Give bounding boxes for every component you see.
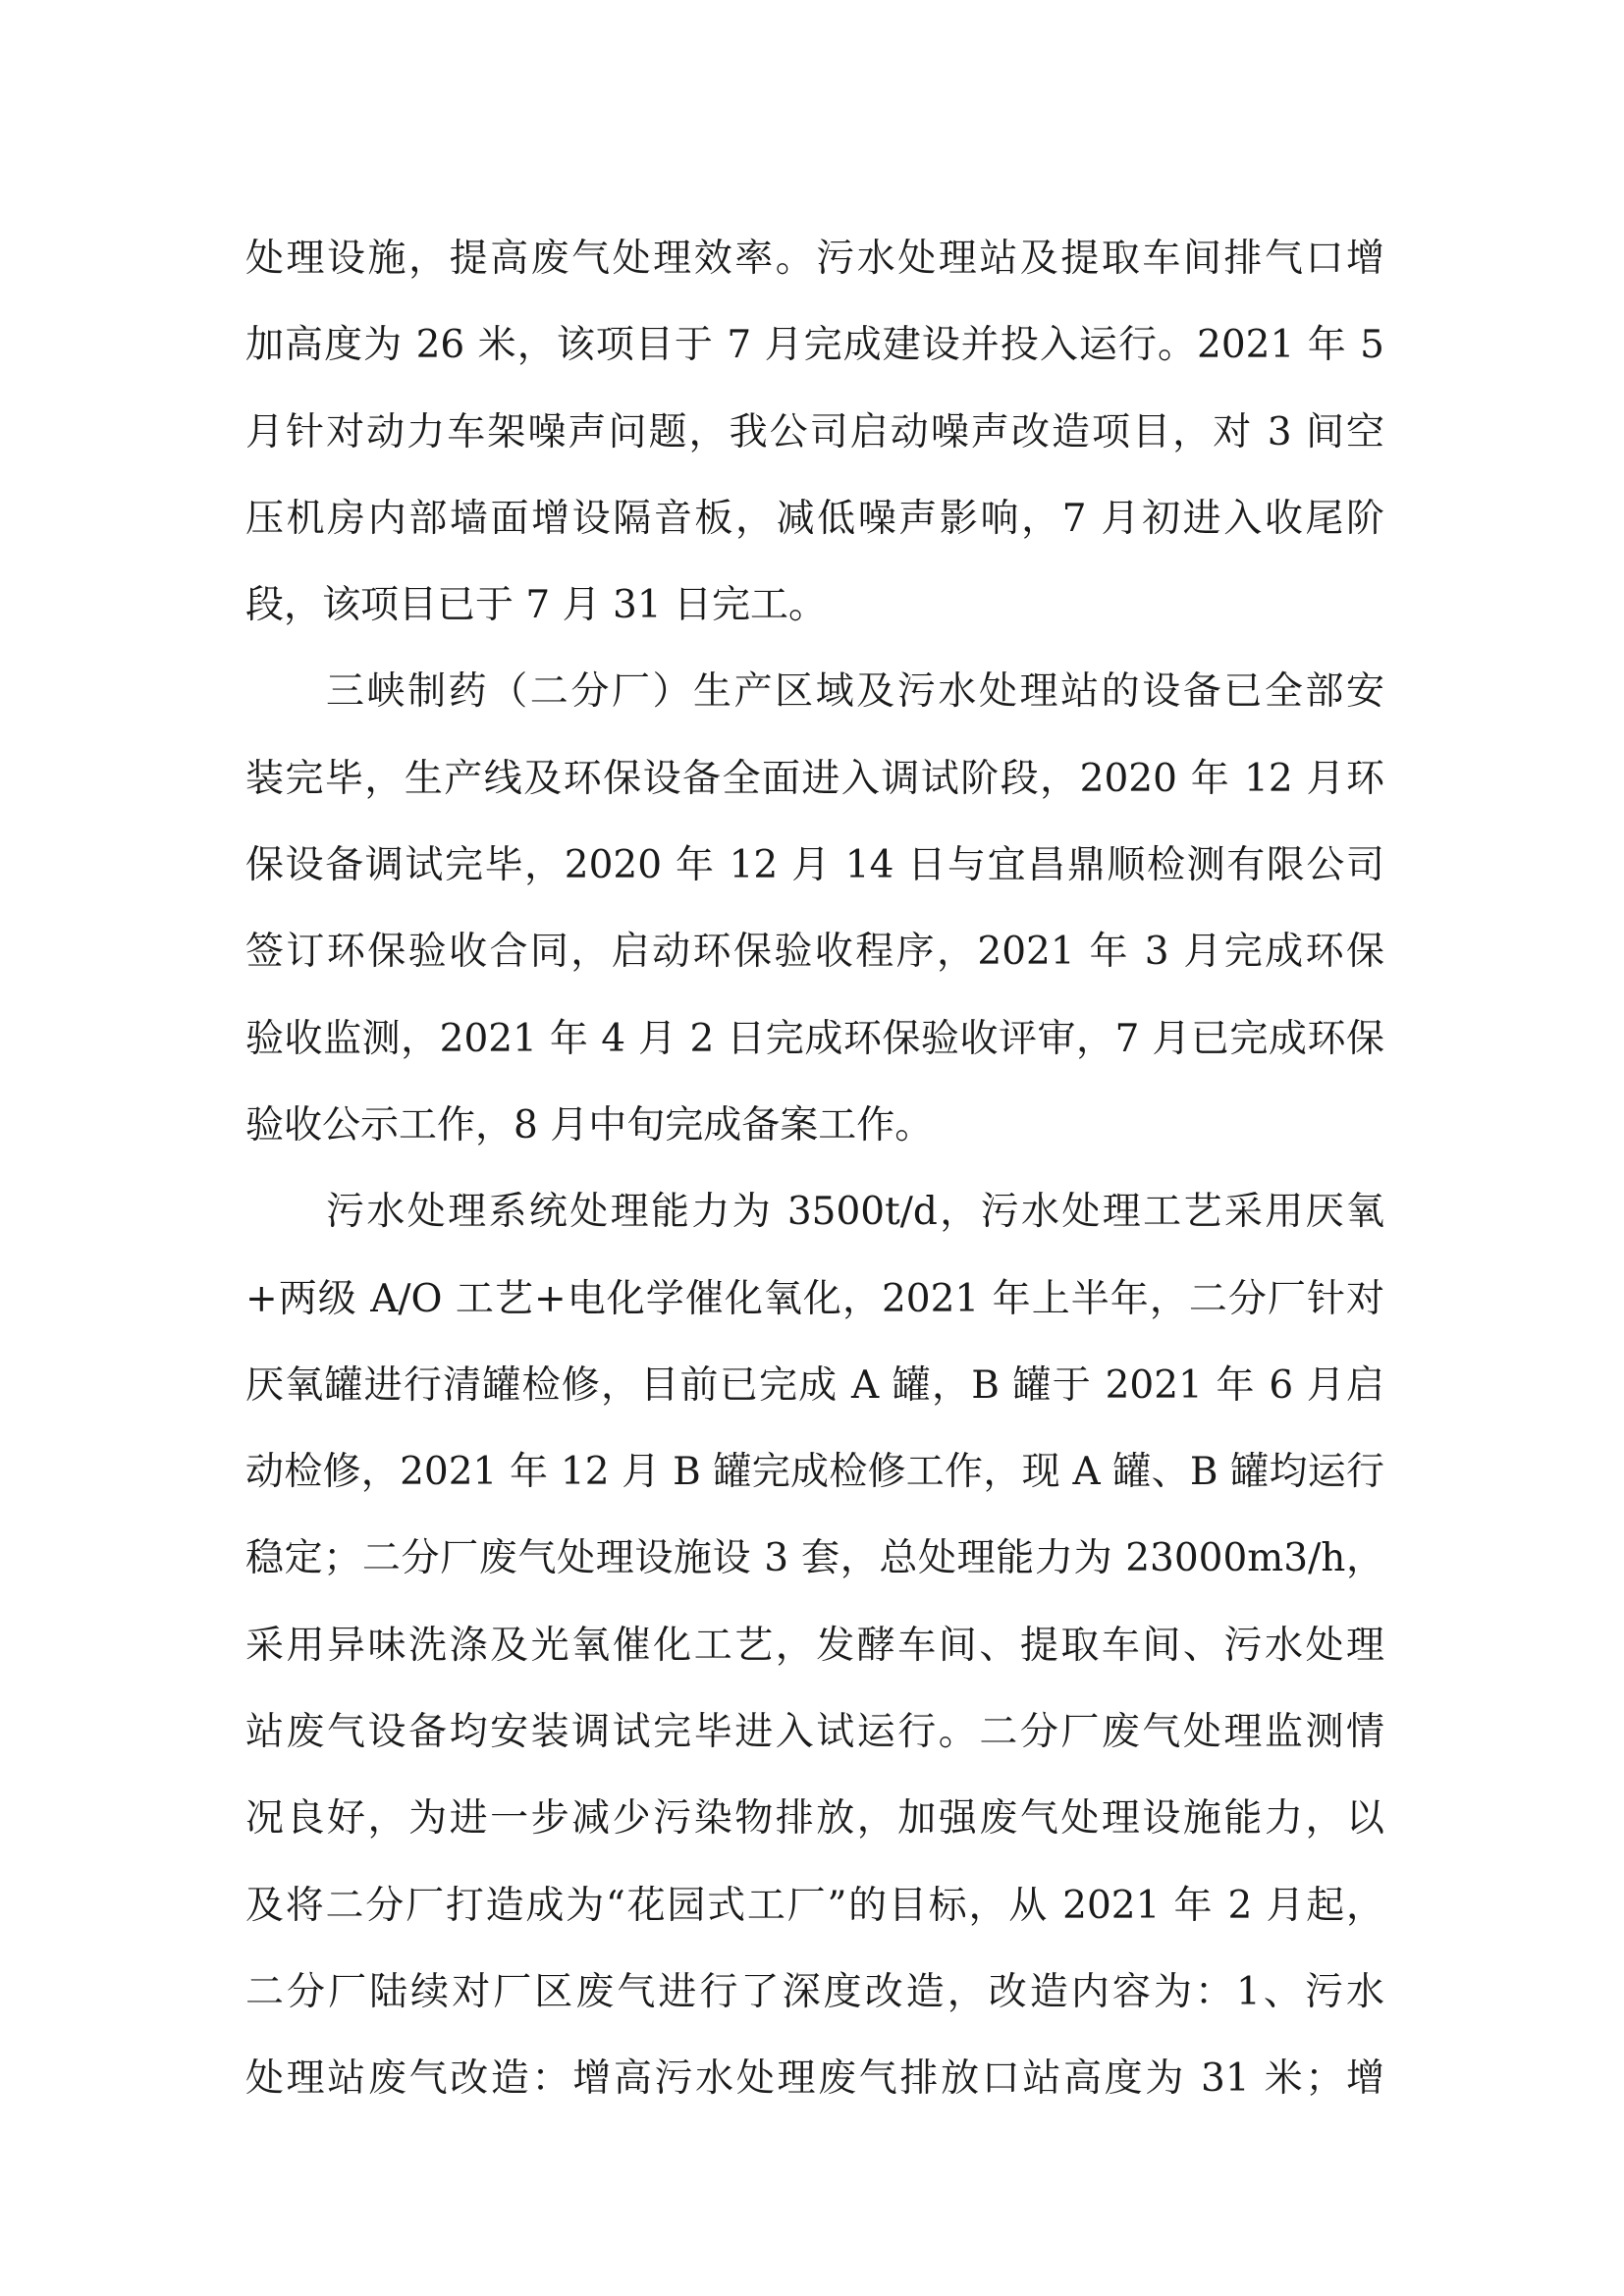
text-line: +两级 A/O 工艺+电化学催化氧化，2021 年上半年，二分厂针对: [245, 1276, 1384, 1321]
text-line: 加高度为 26 米，该项目于 7 月完成建设并投入运行。2021 年 5: [245, 323, 1384, 368]
text-line: 稳定；二分厂废气处理设施设 3 套，总处理能力为 23000m3/h，: [245, 1536, 1384, 1581]
document-body: [245, 216, 1384, 2123]
text-line: 保设备调试完毕，2020 年 12 月 14 日与宜昌鼎顺检测有限公司: [245, 843, 1384, 888]
text-line: 压机房内部墙面增设隔音板，减低噪声影响，7 月初进入收尾阶: [245, 496, 1384, 541]
text-line: 处理设施，提高废气处理效率。污水处理站及提取车间排气口增: [245, 237, 1384, 281]
text-line: 验收公示工作，8 月中旬完成备案工作。: [245, 1102, 934, 1148]
text-line: 站废气设备均安装调试完毕进入试运行。二分厂废气处理监测情: [245, 1710, 1384, 1755]
text-line: 处理站废气改造：增高污水处理废气排放口站高度为 31 米；增: [245, 2056, 1384, 2102]
text-line: 况良好，为进一步减少污染物排放，加强废气处理设施能力，以: [245, 1796, 1384, 1842]
text-line: 月针对动力车架噪声问题，我公司启动噪声改造项目，对 3 间空: [245, 409, 1384, 454]
text-line: 三峡制药（二分厂）生产区域及污水处理站的设备已全部安: [326, 669, 1384, 715]
text-line: 签订环保验收合同，启动环保验收程序，2021 年 3 月完成环保: [245, 930, 1384, 975]
text-line: 装完毕，生产线及环保设备全面进入调试阶段，2020 年 12 月环: [245, 756, 1384, 801]
text-line: 及将二分厂打造成为“花园式工厂”的目标，从 2021 年 2 月起，: [245, 1883, 1384, 1928]
text-line: 验收监测，2021 年 4 月 2 日完成环保验收评审，7 月已完成环保: [245, 1016, 1384, 1061]
text-line: 污水处理系统处理能力为 3500t/d，污水处理工艺采用厌氧: [326, 1190, 1384, 1235]
text-line: 二分厂陆续对厂区废气进行了深度改造，改造内容为：1、污水: [245, 1969, 1384, 2014]
text-line: 段，该项目已于 7 月 31 日完工。: [245, 583, 828, 628]
paragraph-3: [245, 1169, 1384, 2122]
text-line: 厌氧罐进行清罐检修，目前已完成 A 罐，B 罐于 2021 年 6 月启: [245, 1362, 1384, 1408]
paragraph-2: [245, 649, 1384, 1169]
paragraph-1: [245, 216, 1384, 649]
text-line: 动检修，2021 年 12 月 B 罐完成检修工作，现 A 罐、B 罐均运行: [245, 1450, 1384, 1495]
text-line: 采用异味洗涤及光氧催化工艺，发酵车间、提取车间、污水处理: [245, 1623, 1384, 1668]
